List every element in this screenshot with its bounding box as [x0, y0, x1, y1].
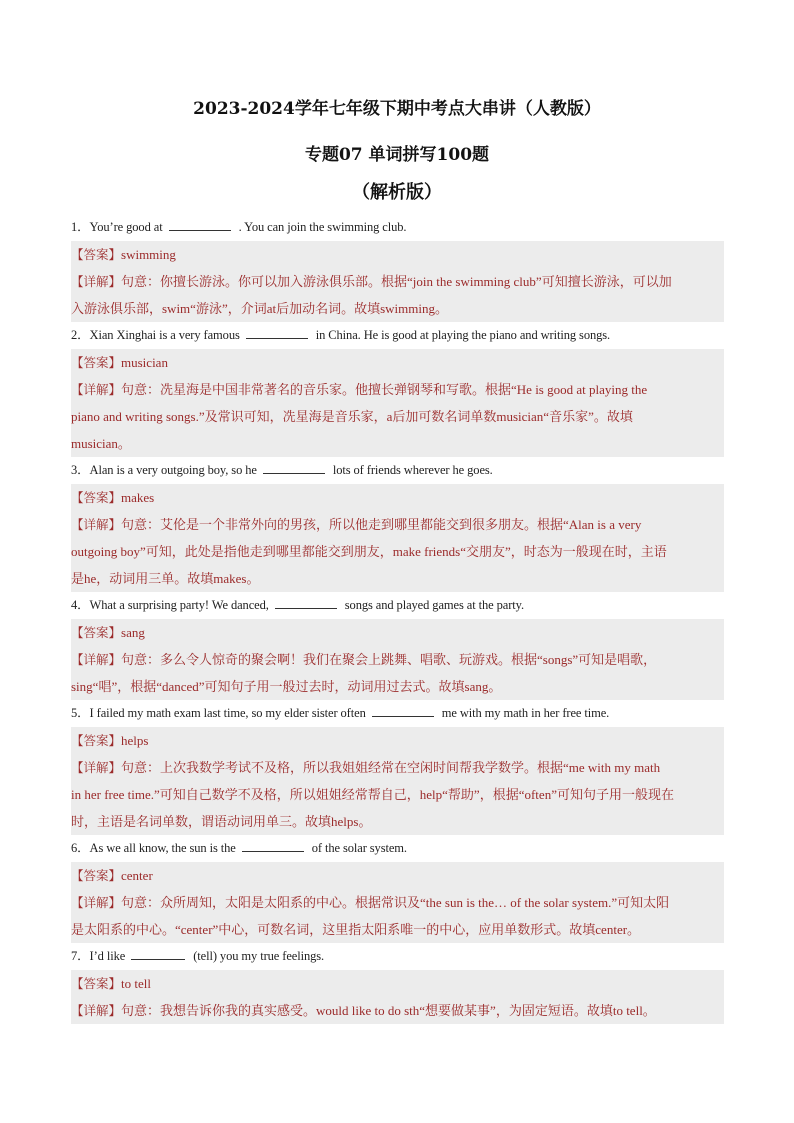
- document-subtitle: 专题07 单词拼写100题: [304, 145, 490, 165]
- answer-value: center: [121, 868, 153, 883]
- explanation-label: 【详解】: [71, 382, 122, 397]
- question-text-before: 4．What a surprising party! We danced,: [71, 598, 269, 612]
- question-item: [71, 592, 724, 700]
- answer-value: swimming: [121, 247, 176, 262]
- explanation-line: [71, 808, 724, 835]
- answer-row: [71, 727, 724, 754]
- explanation-text: 是太阳系的中心。“center”中心，可数名词，这里指太阳系唯一的中心，应用单数形式。故填center。: [71, 922, 641, 937]
- explanation-line: [71, 997, 724, 1024]
- question-text-before: 2．Xian Xinghai is a very famous: [71, 328, 240, 342]
- question-item: [71, 214, 724, 322]
- explanation-label: 【详解】: [71, 652, 122, 667]
- explanation-text: 句意：我想告诉你我的真实感受。would like to do sth“想要做某事”，为固定短语。故填to tell。: [121, 1003, 656, 1018]
- question-text: [71, 214, 724, 241]
- answer-row: [71, 241, 724, 268]
- explanation-text: sing“唱”，根据“danced”可知句子用一般过去时，动词用过去式。故填sang。: [71, 679, 502, 694]
- question-text-after: me with my math in her free time.: [441, 706, 610, 720]
- explanation-line: [71, 889, 724, 916]
- explanation-line: [71, 268, 724, 295]
- question-item: [71, 943, 724, 1024]
- explanation-line: [71, 646, 724, 673]
- answer-blank: [263, 459, 325, 474]
- question-text: [71, 457, 724, 484]
- answer-row: [71, 619, 724, 646]
- explanation-text: 句意：众所周知，太阳是太阳系的中心。根据常识及“the sun is the… of the solar system.”可知太阳: [121, 895, 670, 910]
- explanation-text: 句意：上次我数学考试不及格，所以我姐姐经常在空闲时间帮我学数学。根据“me with my math: [121, 760, 661, 775]
- explanation-block: [71, 889, 724, 943]
- document-edition-label: （解析版）: [352, 182, 442, 203]
- question-text: [71, 835, 724, 862]
- explanation-line: [71, 781, 724, 808]
- explanation-block: [71, 754, 724, 835]
- question-text: [71, 700, 724, 727]
- explanation-text: outgoing boy”可知，此处是指他走到哪里都能交到朋友，make friends“交朋友”，时态为一般现在时，主语: [71, 544, 667, 559]
- question-item: [71, 835, 724, 943]
- question-text: [71, 322, 724, 349]
- question-item: [71, 700, 724, 835]
- explanation-label: 【详解】: [71, 517, 122, 532]
- explanation-line: [71, 916, 724, 943]
- answer-label: 【答案】: [71, 355, 122, 370]
- question-text-before: 1．You’re good at: [71, 220, 163, 234]
- explanation-label: 【详解】: [71, 895, 122, 910]
- explanation-label: 【详解】: [71, 274, 122, 289]
- answer-blank: [372, 702, 434, 717]
- question-text-after: . You can join the swimming club.: [238, 220, 407, 234]
- question-text-after: in China. He is good at playing the piano and writing songs.: [315, 328, 611, 342]
- answer-value: helps: [121, 733, 149, 748]
- explanation-block: [71, 376, 724, 457]
- explanation-text: piano and writing songs.”及常识可知，冼星海是音乐家，a后加可数名词单数musician“音乐家”。故填: [71, 409, 633, 424]
- question-text-after: lots of friends wherever he goes.: [332, 463, 493, 477]
- explanation-block: [71, 511, 724, 592]
- answer-blank: [275, 594, 337, 609]
- question-text-before: 3．Alan is a very outgoing boy, so he: [71, 463, 257, 477]
- answer-value: to tell: [121, 976, 151, 991]
- question-list: [71, 214, 724, 1024]
- question-text: [71, 592, 724, 619]
- document-title: 2023-2024学年七年级下期中考点大串讲（人教版）: [193, 99, 601, 119]
- explanation-label: 【详解】: [71, 1003, 122, 1018]
- explanation-text: 时，主语是名词单数，谓语动词用单三。故填helps。: [71, 814, 372, 829]
- answer-blank: [169, 216, 231, 231]
- answer-value: makes: [121, 490, 155, 505]
- explanation-line: [71, 430, 724, 457]
- question-text-before: 7．I’d like: [71, 949, 126, 963]
- answer-label: 【答案】: [71, 733, 122, 748]
- answer-row: [71, 349, 724, 376]
- question-text-before: 5．I failed my math exam last time, so my elder sister often: [71, 706, 366, 720]
- answer-value: sang: [121, 625, 145, 640]
- explanation-line: [71, 673, 724, 700]
- explanation-text: 入游泳俱乐部，swim“游泳”，介词at后加动名词。故填swimming。: [71, 301, 448, 316]
- answer-row: [71, 970, 724, 997]
- explanation-line: [71, 565, 724, 592]
- explanation-line: [71, 295, 724, 322]
- answer-label: 【答案】: [71, 625, 122, 640]
- answer-label: 【答案】: [71, 247, 122, 262]
- answer-blank: [131, 945, 185, 960]
- explanation-block: [71, 646, 724, 700]
- question-text-after: of the solar system.: [311, 841, 407, 855]
- question-text-before: 6．As we all know, the sun is the: [71, 841, 236, 855]
- answer-blank: [246, 324, 308, 339]
- answer-value: musician: [121, 355, 168, 370]
- explanation-line: [71, 403, 724, 430]
- explanation-text: 句意：你擅长游泳。你可以加入游泳俱乐部。根据“join the swimming club”可知擅长游泳，可以加: [121, 274, 672, 289]
- answer-blank: [242, 837, 304, 852]
- question-item: [71, 457, 724, 592]
- answer-label: 【答案】: [71, 976, 122, 991]
- explanation-text: 是he，动词用三单。故填makes。: [71, 571, 260, 586]
- explanation-line: [71, 754, 724, 781]
- answer-row: [71, 862, 724, 889]
- explanation-text: musician。: [71, 436, 131, 451]
- explanation-text: 句意：艾伦是一个非常外向的男孩，所以他走到哪里都能交到很多朋友。根据“Alan is a very: [121, 517, 642, 532]
- question-text: [71, 943, 724, 970]
- explanation-block: [71, 268, 724, 322]
- answer-label: 【答案】: [71, 868, 122, 883]
- explanation-text: in her free time.”可知自己数学不及格，所以姐姐经常帮自己，help“帮助”，根据“often”可知句子用一般现在: [71, 787, 674, 802]
- explanation-line: [71, 511, 724, 538]
- explanation-line: [71, 376, 724, 403]
- question-text-after: songs and played games at the party.: [344, 598, 525, 612]
- answer-row: [71, 484, 724, 511]
- question-text-after: (tell) you my true feelings.: [193, 949, 325, 963]
- explanation-text: 句意：多么令人惊奇的聚会啊！我们在聚会上跳舞、唱歌、玩游戏。根据“songs”可知是唱歌，: [121, 652, 657, 667]
- answer-label: 【答案】: [71, 490, 122, 505]
- explanation-text: 句意：冼星海是中国非常著名的音乐家。他擅长弹钢琴和写歌。根据“He is good at playing the: [121, 382, 648, 397]
- explanation-block: [71, 997, 724, 1024]
- explanation-line: [71, 538, 724, 565]
- question-item: [71, 322, 724, 457]
- explanation-label: 【详解】: [71, 760, 122, 775]
